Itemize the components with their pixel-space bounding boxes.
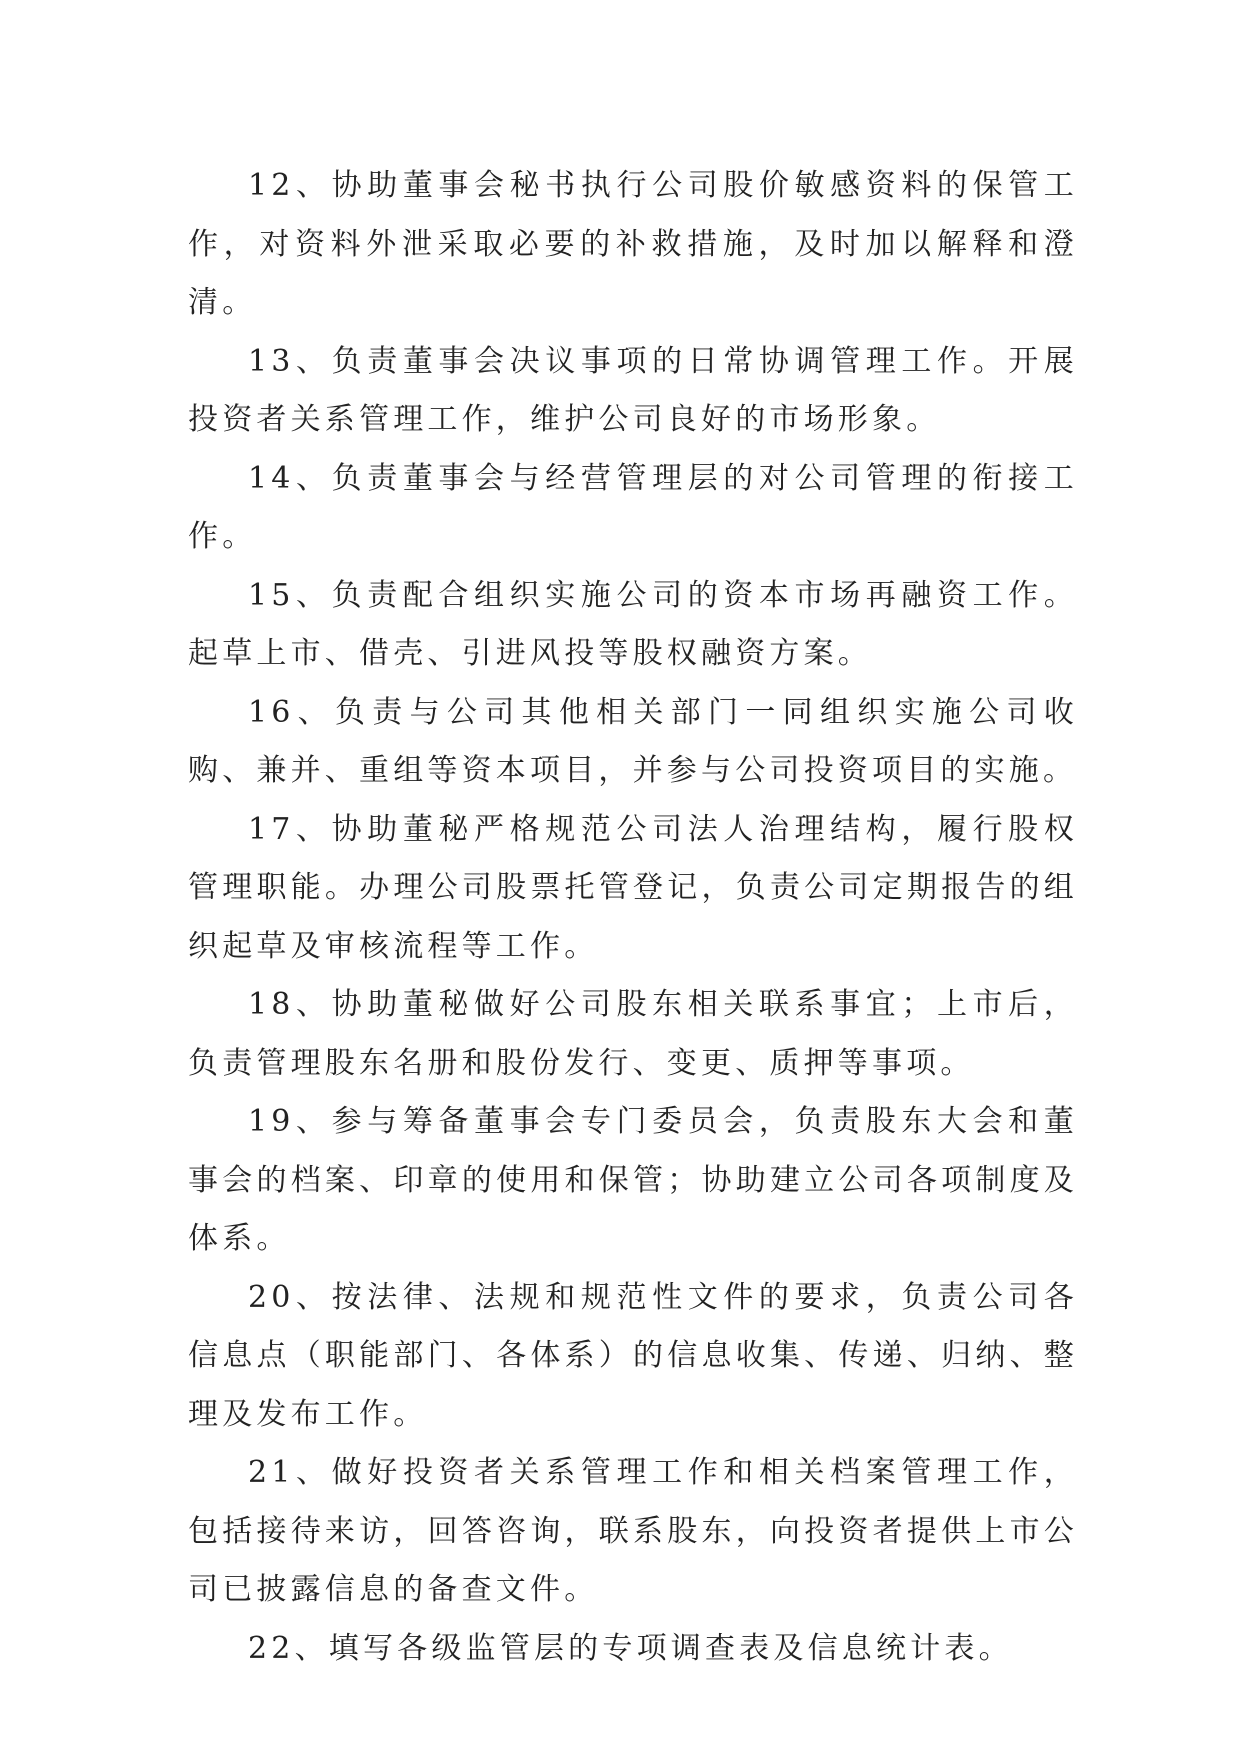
paragraph-item-20: 20、按法律、法规和规范性文件的要求，负责公司各信息点（职能部门、各体系）的信息收集、传递、归纳、整理及发布工作。 <box>188 1279 1078 1432</box>
paragraph-item-12: 12、协助董事会秘书执行公司股价敏感资料的保管工作，对资料外泄采取必要的补救措施，及时加以解释和澄清。 <box>188 168 1078 320</box>
document-body <box>188 157 1078 1678</box>
paragraph-item-19: 19、参与筹备董事会专门委员会，负责股东大会和董事会的档案、印章的使用和保管；协助建立公司各项制度及体系。 <box>188 1104 1078 1256</box>
paragraph-item-13: 13、负责董事会决议事项的日常协调管理工作。开展投资者关系管理工作，维护公司良好的市场形象。 <box>188 343 1078 437</box>
paragraph-item-21: 21、做好投资者关系管理工作和相关档案管理工作，包括接待来访，回答咨询，联系股东，向投资者提供上市公司已披露信息的备查文件。 <box>188 1455 1078 1607</box>
paragraph-item-17: 17、协助董秘严格规范公司法人治理结构，履行股权管理职能。办理公司股票托管登记，负责公司定期报告的组织起草及审核流程等工作。 <box>188 811 1078 964</box>
paragraph-item-14: 14、负责董事会与经营管理层的对公司管理的衔接工作。 <box>188 460 1078 554</box>
paragraph-item-15: 15、负责配合组织实施公司的资本市场再融资工作。起草上市、借壳、引进风投等股权融资方案。 <box>188 577 1078 671</box>
paragraph-item-18: 18、协助董秘做好公司股东相关联系事宜；上市后，负责管理股东名册和股份发行、变更、质押等事项。 <box>188 987 1078 1081</box>
paragraph-item-22: 22、填写各级监管层的专项调查表及信息统计表。 <box>248 1630 1013 1666</box>
paragraph-item-16: 16、负责与公司其他相关部门一同组织实施公司收购、兼并、重组等资本项目，并参与公司投资项目的实施。 <box>188 694 1078 788</box>
